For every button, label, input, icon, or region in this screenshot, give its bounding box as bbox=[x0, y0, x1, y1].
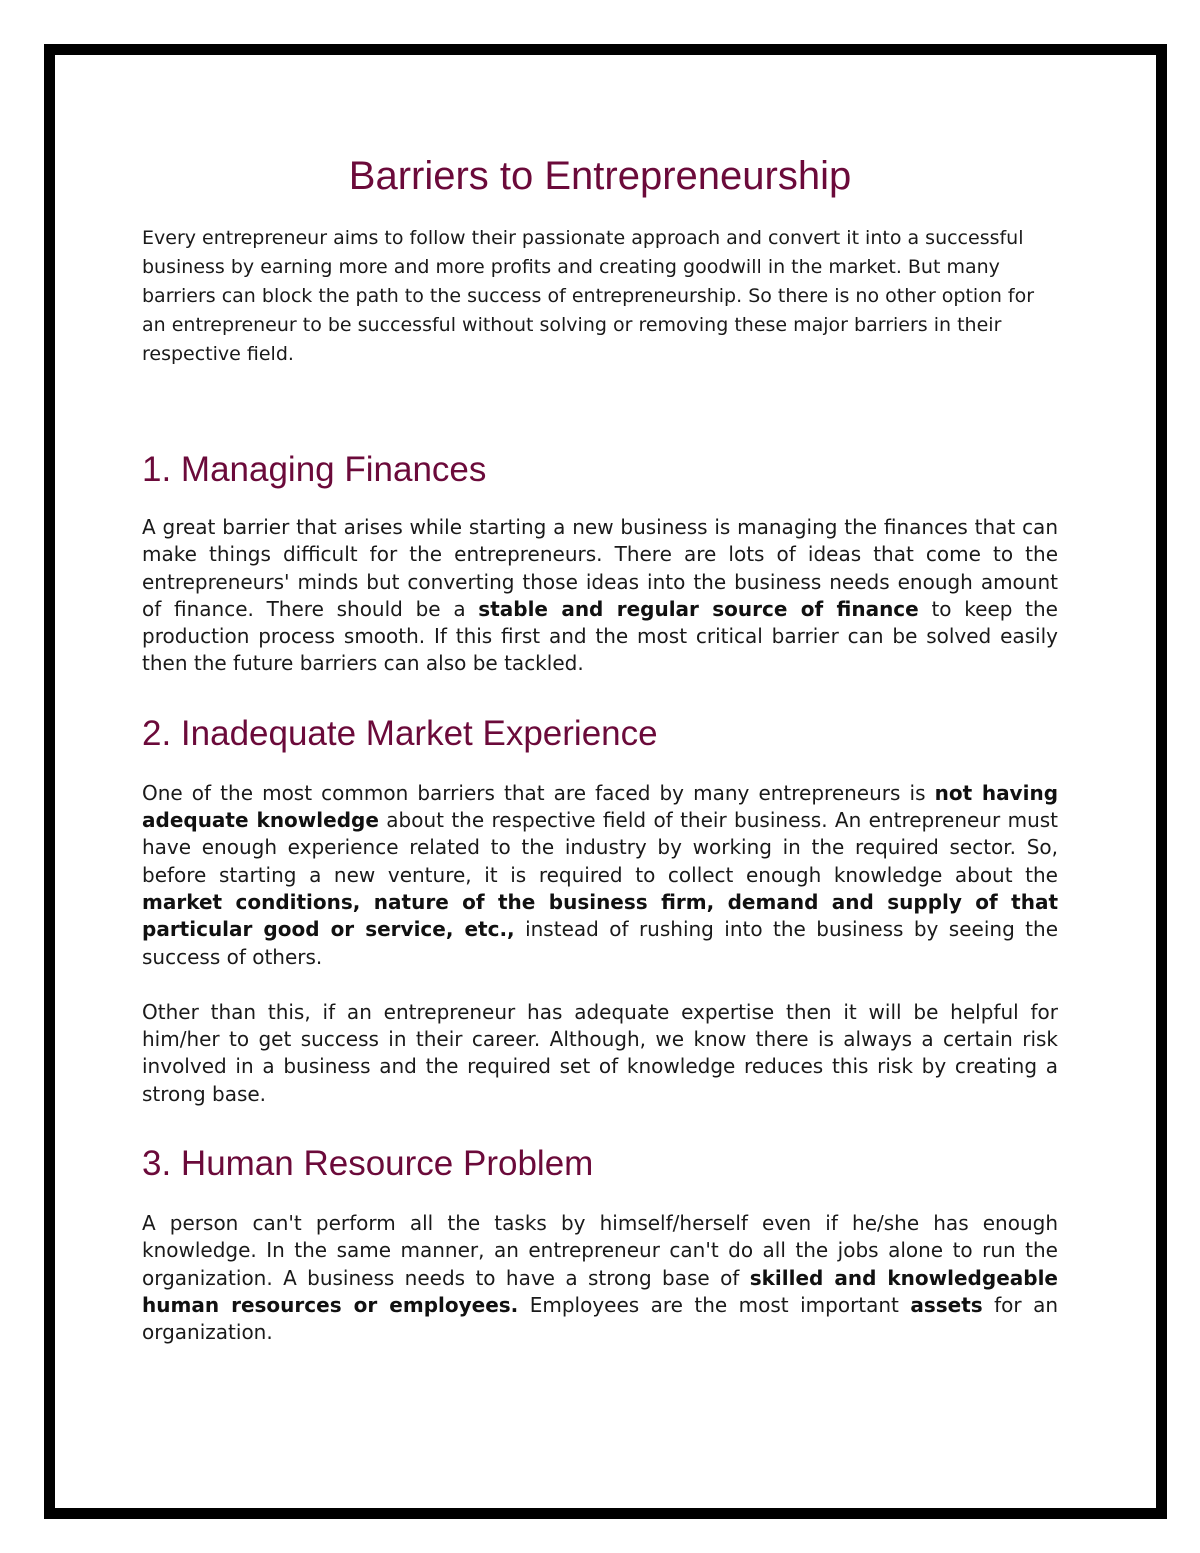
section-heading-human-resource: 3. Human Resource Problem bbox=[142, 1144, 594, 1184]
bold-phrase: stable and regular source of finance bbox=[478, 596, 919, 621]
text-run: to keep the production process smooth. If this first and the most critical barrier can be solved easily then the future barriers can also be tackled. bbox=[142, 596, 1058, 676]
text-run: A great barrier that arises while starting a new business is managing the finances that can make things difficult for the entrepreneurs. There are lots of ideas that come to the entrepreneurs' minds but converting those ideas into the business needs enough amount of finance. There should be a bbox=[142, 515, 1058, 621]
bold-phrase: market conditions, nature of the business firm, demand and supply of that particular good or service, etc., bbox=[142, 889, 1058, 942]
section-paragraph-managing-finances bbox=[142, 514, 1058, 678]
section-paragraph-human-resource bbox=[142, 1210, 1058, 1346]
text-run: One of the most common barriers that are faced by many entrepreneurs is bbox=[142, 780, 935, 805]
section-paragraph-market-experience bbox=[142, 780, 1058, 971]
text-run: about the respective field of their business. An entrepreneur must have enough experience related to the industry by working in the required sector. So, before starting a new venture, it is required to collect enough knowledge about the bbox=[142, 808, 1059, 887]
text-run: A person can't perform all the tasks by himself/herself even if he/she has enough knowledge. In the same manner, an entrepreneur can't do all the jobs alone to run the organization. A business needs to have a strong base of bbox=[142, 1211, 1058, 1290]
bold-phrase: assets bbox=[910, 1292, 983, 1317]
document-body bbox=[142, 150, 1058, 1347]
text-run: for an organization. bbox=[142, 1292, 1058, 1345]
section-heading-market-experience: 2. Inadequate Market Experience bbox=[142, 713, 658, 753]
text-run: instead of rushing into the business by seeing the success of others. bbox=[142, 917, 1059, 969]
intro-paragraph: Every entrepreneur aims to follow their passionate approach and convert it into a successful business by earning more and more profits and creating goodwill in the market. But many barriers can block the path to the success of entrepreneurship. So there is no other option for an entrepreneur to be successful without solving or removing these major barriers in their respective field. bbox=[142, 227, 1035, 365]
page-title: Barriers to Entrepreneurship bbox=[348, 154, 852, 198]
bold-phrase: not having adequate knowledge bbox=[142, 780, 1059, 833]
bold-phrase: skilled and knowledgeable human resources or employees. bbox=[142, 1265, 1058, 1317]
section-paragraph-market-experience-2: Other than this, if an entrepreneur has adequate expertise then it will be helpful for him/her to get success in their career. Although, we know there is always a certain risk involved in a business and the required set of knowledge reduces this risk by creating a strong base. bbox=[142, 999, 1058, 1106]
text-run: Employees are the most important bbox=[518, 1292, 911, 1317]
section-heading-managing-finances: 1. Managing Finances bbox=[142, 450, 487, 489]
